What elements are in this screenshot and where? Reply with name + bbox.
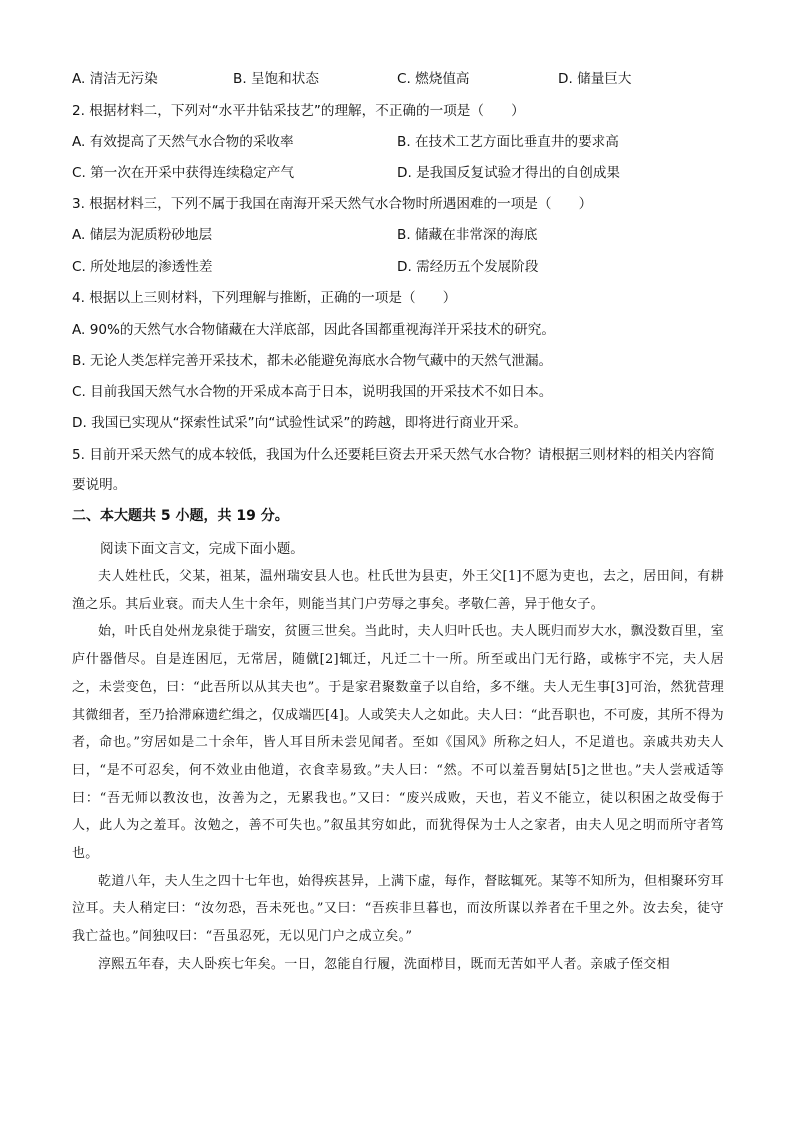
q4-option-a[interactable]: A. 90%的天然气水合物储藏在大洋底部，因此各国都重视海洋开采技术的研究。 — [72, 322, 555, 338]
classical-passage — [72, 563, 724, 979]
passage-paragraph-4: 淳熙五年春，夫人卧疾七年矣。一日，忽能自行履，洗面栉目，既而无苦如平人者。亲戚子侄交相 — [98, 956, 670, 972]
q1-options — [72, 67, 732, 87]
q2-option-b[interactable]: B. 在技术工艺方面比垂直井的要求高 — [397, 134, 619, 150]
q2-options-row2 — [72, 161, 732, 181]
q4-option-b[interactable]: B. 无论人类怎样完善开采技术，都未必能避免海底水合物气藏中的天然气泄漏。 — [72, 353, 553, 369]
q3-option-d[interactable]: D. 需经历五个发展阶段 — [397, 259, 539, 275]
passage-paragraph-2: 始，叶氏自处州龙泉徙于瑞安，贫匮三世矣。当此时，夫人归叶氏也。夫人既归而岁大水，飘没数百里，室庐什器偕尽。自是连困厄，无常居，随僦[2]辄迁，凡迁二十一所。所至或出门无行路，或栋宇不完，夫人居之，未尝变色，曰：“此吾所以从其夫也”。于是家君聚数童子以自给，多不继。夫人无生事[3]可治，然犹营理其微细者，至乃拾滞麻遗纻缉之，仅成端匹[4]。人或笑夫人之如此。夫人曰：“此吾职也，不可废，其所不得为者，命也。”穷居如是二十余年，皆人耳目所未尝见闻者。至如《国风》所称之妇人，不足道也。亲戚共劝夫人曰，“是不可忍矣，何不效业由他道，衣食幸易致。”夫人曰：“然。不可以羞吾舅姑[5]之世也。”夫人尝戒适等曰：“吾无师以教汝也，汝善为之，无累我也。”又曰：“废兴成败，天也，若义不能立，徒以积困之故受侮于人，此人为之羞耳。汝勉之，善不可失也。”叙虽其穷如此，而犹得保为士人之家者，由夫人见之明而所守者笃也。 — [72, 624, 724, 862]
passage-paragraph-3: 乾道八年，夫人生之四十七年也，始得疾甚异，上满下虚，每作，督眩辄死。某等不知所为，但相聚环穷耳泣耳。夫人稍定曰：“汝勿恐，吾未死也。”又曰：“吾疾非旦暮也，而汝所谋以养者在千里之外。汝去矣，徒守我亡益也。”间独叹曰：“吾虽忍死，无以见门户之成立矣。” — [72, 873, 724, 945]
q1-option-d[interactable]: D. 储量巨大 — [558, 71, 632, 87]
q3-option-b[interactable]: B. 储藏在非常深的海底 — [397, 227, 538, 243]
section-heading: 二、本大题共 5 小题，共 19 分。 — [72, 508, 289, 524]
q4-stem: 4. 根据以上三则材料，下列理解与推断，正确的一项是（ ） — [72, 290, 457, 306]
q2-option-c[interactable]: C. 第一次在开采中获得连续稳定产气 — [72, 165, 295, 181]
q5-stem: 5. 目前开采天然气的成本较低，我国为什么还要耗巨资去开采天然气水合物？请根据三则材料的相关内容简要说明。 — [72, 447, 715, 493]
q3-options-row1 — [72, 223, 732, 243]
q1-option-c[interactable]: C. 燃烧值高 — [397, 71, 470, 87]
q4-option-d[interactable]: D. 我国已实现从“探索性试采”向“试验性试采”的跨越，即将进行商业开采。 — [72, 415, 528, 431]
q4-option-c[interactable]: C. 目前我国天然气水合物的开采成本高于日本，说明我国的开采技术不如日本。 — [72, 384, 553, 400]
section-intro: 阅读下面文言文，完成下面小题。 — [100, 541, 304, 557]
q3-stem: 3. 根据材料三，下列不属于我国在南海开采天然气水合物时所遇困难的一项是（ ） — [72, 196, 593, 212]
q2-options-row1 — [72, 130, 732, 150]
q3-options-row2 — [72, 255, 732, 275]
q1-option-b[interactable]: B. 呈饱和状态 — [233, 71, 319, 87]
q2-stem: 2. 根据材料二，下列对“水平井钻采技艺”的理解，不正确的一项是（ ） — [72, 103, 525, 119]
q3-option-c[interactable]: C. 所处地层的渗透性差 — [72, 259, 213, 275]
q1-option-a[interactable]: A. 清洁无污染 — [72, 71, 158, 87]
passage-paragraph-1: 夫人姓杜氏，父某，祖某，温州瑞安县人也。杜氏世为县吏，外王父[1]不愿为吏也，去之，居田间，有耕渔之乐。其后业衰。而夫人生十余年，则能当其门户劳辱之事矣。孝敬仁善，异于他女子。 — [72, 569, 724, 612]
q2-option-d[interactable]: D. 是我国反复试验才得出的自创成果 — [397, 165, 621, 181]
q3-option-a[interactable]: A. 储层为泥质粉砂地层 — [72, 227, 213, 243]
q2-option-a[interactable]: A. 有效提高了天然气水合物的采收率 — [72, 134, 294, 150]
